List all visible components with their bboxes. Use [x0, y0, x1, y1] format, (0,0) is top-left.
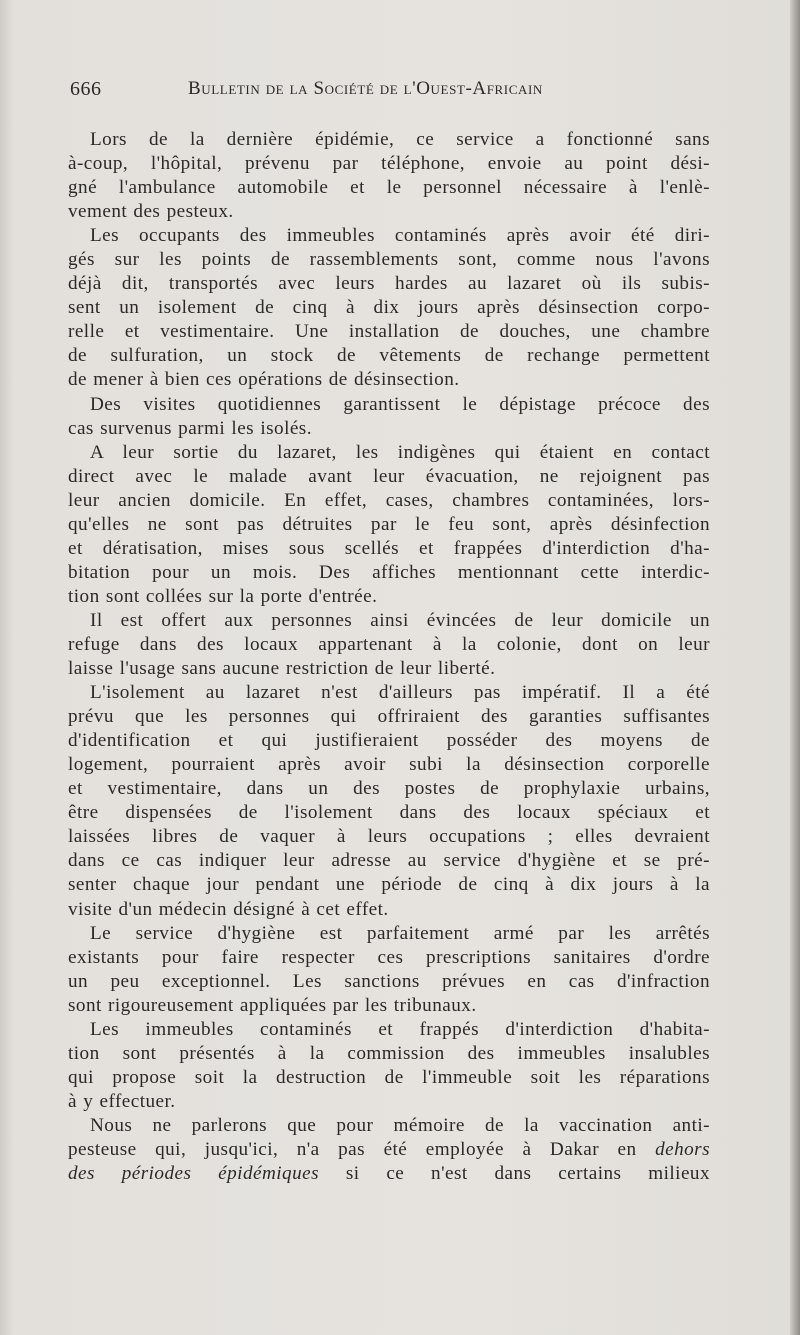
- text-line: [68, 320, 710, 344]
- text-line: [68, 1042, 710, 1066]
- text-line: [68, 272, 710, 296]
- page-header: [70, 78, 710, 104]
- text-line: [68, 849, 710, 873]
- text-line: [68, 898, 710, 922]
- line-text: Des visites quotidiennes garantissent le dépistage précoce des: [90, 393, 710, 415]
- line-text: Lors de la dernière épidémie, ce service a fonctionné sans: [90, 129, 710, 150]
- text-line: [68, 1138, 710, 1162]
- line-text: et dératisation, mises sous scellés et frappées d'interdiction d'ha-: [68, 537, 710, 559]
- text-line: [68, 873, 710, 897]
- body-text: [68, 128, 710, 1186]
- text-line: [68, 657, 710, 681]
- text-line: [68, 513, 710, 537]
- text-line: [68, 296, 710, 320]
- line-text: cas survenus parmi les isolés.: [68, 417, 312, 439]
- text-line: [68, 1066, 710, 1090]
- line-text: de sulfuration, un stock de vêtements de rechange permettent: [68, 345, 710, 367]
- page-number: 666: [70, 78, 102, 100]
- line-text: Nous ne parlerons que pour mémoire de la vaccination anti-: [90, 1114, 710, 1136]
- text-line: [68, 441, 710, 465]
- line-text: sent un isolement de cinq à dix jours après désinsection corpo-: [68, 297, 710, 319]
- line-text: laisse l'usage sans aucune restriction de leur liberté.: [68, 658, 496, 680]
- text-line: [68, 922, 710, 946]
- line-text: qu'elles ne sont pas détruites par le feu sont, après désinfection: [68, 513, 710, 535]
- line-text: A leur sortie du lazaret, les indigènes qui étaient en contact: [90, 441, 710, 463]
- text-line: [68, 200, 710, 224]
- line-text: et vestimentaire, dans un des postes de prophylaxie urbains,: [68, 778, 710, 800]
- line-text: sont rigoureusement appliquées par les tribunaux.: [68, 994, 477, 1016]
- line-text: dans ce cas indiquer leur adresse au service d'hygiène et se pré-: [68, 850, 710, 872]
- line-text: si ce n'est dans certains milieux: [345, 1163, 711, 1185]
- line-text: à y effectuer.: [68, 1090, 176, 1112]
- line-text: de mener à bien ces opérations de désinsection.: [68, 369, 460, 391]
- line-text: d'identification et qui justifieraient posséder des moyens de: [68, 730, 710, 752]
- line-text: laissées libres de vaquer à leurs occupations ; elles devraient: [68, 826, 710, 848]
- text-line: [68, 561, 710, 585]
- text-line: [68, 128, 710, 152]
- line-text: à-coup, l'hôpital, prévenu par téléphone, envoie au point dési-: [68, 153, 710, 175]
- text-line: [68, 176, 710, 200]
- text-line: [68, 729, 710, 753]
- line-text: Les occupants des immeubles contaminés après avoir été diri-: [90, 225, 710, 247]
- line-text: senter chaque jour pendant une période de cinq à dix jours à la: [68, 874, 710, 896]
- text-line: [68, 609, 710, 633]
- line-text: qui propose soit la destruction de l'immeuble soit les réparations: [68, 1066, 710, 1088]
- text-line: [68, 1162, 710, 1186]
- text-line: [68, 489, 710, 513]
- line-text: Le service d'hygiène est parfaitement armé par les arrêtés: [90, 922, 710, 944]
- text-line: [68, 753, 710, 777]
- text-line: [68, 946, 710, 970]
- text-line: [68, 368, 710, 392]
- line-text: tion sont collées sur la porte d'entrée.: [68, 585, 378, 607]
- text-line: [68, 777, 710, 801]
- text-line: [68, 1018, 710, 1042]
- text-line: [68, 1090, 710, 1114]
- line-text: tion sont présentés à la commission des immeubles insalubles: [68, 1042, 710, 1064]
- line-text: un peu exceptionnel. Les sanctions prévues en cas d'infraction: [68, 970, 710, 992]
- line-text: prévu que les personnes qui offriraient des garanties suffisantes: [68, 706, 710, 728]
- line-text: logement, pourraient après avoir subi la désinsection corporelle: [68, 754, 710, 776]
- line-text: visite d'un médecin désigné à cet effet.: [68, 898, 389, 920]
- text-line: [68, 994, 710, 1018]
- text-line: [68, 585, 710, 609]
- line-text: Les immeubles contaminés et frappés d'interdiction d'habita-: [90, 1018, 710, 1040]
- line-text: gés sur les points de rassemblements sont, comme nous l'avons: [68, 249, 710, 271]
- text-line: [68, 393, 710, 417]
- line-text: pesteuse qui, jusqu'ici, n'a pas été employée à Dakar en: [68, 1138, 637, 1160]
- line-text: déjà dit, transportés avec leurs hardes au lazaret où ils subis-: [68, 273, 710, 295]
- line-text: vement des pesteux.: [68, 201, 234, 223]
- text-line: [68, 152, 710, 176]
- text-line: [68, 248, 710, 272]
- line-text: refuge dans des locaux appartenant à la colonie, dont on leur: [68, 633, 710, 655]
- italic-phrase: des périodes épidémiques: [68, 1163, 320, 1185]
- line-text: être dispensées de l'isolement dans des locaux spéciaux et: [68, 802, 710, 824]
- text-line: [68, 344, 710, 368]
- text-line: [68, 825, 710, 849]
- line-text: bitation pour un mois. Des affiches mentionnant cette interdic-: [68, 561, 710, 583]
- text-line: [68, 465, 710, 489]
- text-line: [68, 681, 710, 705]
- page-edge-shadow: [790, 0, 800, 1335]
- line-text: L'isolement au lazaret n'est d'ailleurs pas impératif. Il a été: [90, 682, 710, 704]
- text-line: [68, 1114, 710, 1138]
- running-title: Bulletin de la Société de l'Ouest-Africain: [188, 78, 543, 99]
- line-text: Il est offert aux personnes ainsi évincées de leur domicile un: [90, 609, 710, 631]
- text-line: [68, 801, 710, 825]
- line-text: existants pour faire respecter ces prescriptions sanitaires d'ordre: [68, 946, 710, 968]
- text-line: [68, 705, 710, 729]
- line-text: direct avec le malade avant leur évacuation, ne rejoignent pas: [68, 465, 710, 487]
- text-line: [68, 224, 710, 248]
- line-text: leur ancien domicile. En effet, cases, chambres contaminées, lors-: [68, 489, 710, 511]
- line-text: relle et vestimentaire. Une installation de douches, une chambre: [68, 321, 710, 343]
- text-line: [68, 633, 710, 657]
- text-line: [68, 970, 710, 994]
- text-line: [68, 417, 710, 441]
- line-text: gné l'ambulance automobile et le personnel nécessaire à l'enlè-: [68, 177, 710, 199]
- italic-phrase: dehors: [655, 1138, 710, 1160]
- text-line: [68, 537, 710, 561]
